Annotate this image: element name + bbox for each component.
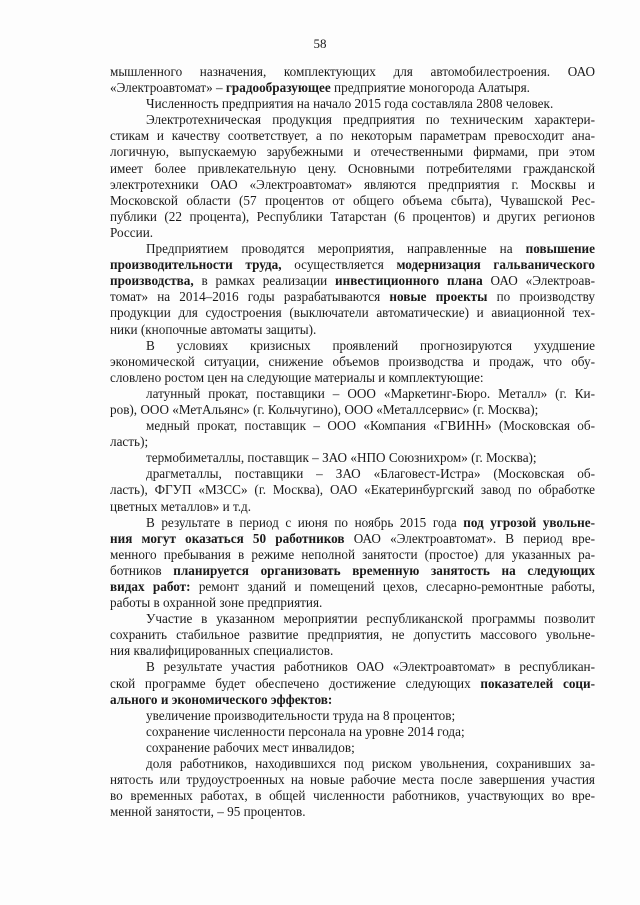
text: термобиметаллы, поставщик – ЗАО «НПО Союзнихром» (г. Москва); [146, 450, 537, 466]
text-line [110, 338, 595, 354]
text: продукции для судостроения (выключатели автоматические) и авиационной тех- [110, 305, 595, 321]
text: «Электроавтомат» – [110, 80, 226, 96]
text-line [110, 128, 595, 144]
text: электротехники ОАО «Электроавтомат» являются предприятия г. Москвы и [110, 176, 595, 192]
text-line [110, 193, 595, 209]
bold-text: ального и экономического эффектов: [110, 691, 333, 707]
bold-text: инвестиционного плана [335, 273, 483, 289]
text: работы в охранной зоне предприятия. [110, 595, 323, 611]
text-line [110, 434, 595, 450]
text: Участие в указанном мероприятии республиканской программы позволит [146, 611, 595, 627]
text-line [110, 676, 595, 692]
text-line [110, 788, 595, 804]
bold-text: производства, [110, 273, 194, 289]
text-line [110, 579, 595, 595]
text: Предприятием проводятся мероприятия, направленные на [146, 241, 526, 257]
text: цветных металлов» и т.д. [110, 498, 252, 514]
bold-text: под угрозой увольне- [463, 514, 595, 530]
text-line [110, 627, 595, 643]
text: имеет более привлекательную цену. Основными потребителями гражданской [110, 160, 595, 176]
text: предприятие моногорода Алатыря. [330, 80, 530, 96]
text-line [110, 547, 595, 563]
text: по производству [487, 289, 595, 305]
text: мышленного назначения, комплектующих для автомобилестроения. ОАО [110, 64, 595, 79]
text: ники (кнопочные автоматы защиты). [110, 321, 317, 337]
text-line [110, 241, 595, 257]
text-line [110, 289, 595, 305]
text-line [110, 772, 595, 788]
text: ров), ООО «МетАльянс» (г. Кольчугино), ООО «Металлсервис» (г. Москва); [110, 401, 539, 417]
text-line [110, 611, 595, 627]
bold-text: модернизация гальванического [396, 257, 595, 273]
text: ласть), ФГУП «МЗСС» (г. Москва), ОАО «Екатеринбургский завод по обработке [110, 482, 595, 498]
text: словлено ростом цен на следующие материалы и комплектующие: [110, 369, 484, 385]
text: ния квалифицированных специалистов. [110, 643, 334, 659]
text: России. [110, 224, 154, 240]
text: В результате в период с июня по ноябрь 2015 года [146, 514, 464, 530]
text-line [110, 144, 595, 160]
text-line [110, 466, 595, 482]
text-line [110, 402, 595, 418]
text-line [110, 595, 595, 611]
text: осуществляется [281, 257, 397, 273]
text-line [110, 724, 595, 740]
text-line [110, 112, 595, 128]
text: нятость или трудоустроенных на новые рабочие места после завершения участия [110, 772, 595, 788]
text: медный прокат, поставщик – ООО «Компания «ГВИНН» (Московская об- [146, 418, 595, 434]
text-line [110, 370, 595, 386]
text-line [110, 273, 595, 289]
text: Электротехническая продукция предприятия по техническим характери- [146, 112, 595, 128]
text-line [110, 80, 595, 96]
bold-text: планируется организовать временную занятость на следующих [173, 562, 595, 578]
text-line [110, 96, 595, 112]
text-line [110, 225, 595, 241]
bold-text: повышение [525, 241, 595, 257]
text: во временных работах, в общей численности работников, участвующих во вре- [110, 788, 595, 804]
text-line [110, 64, 595, 80]
text-line [110, 482, 595, 498]
bold-text: видах работ: [110, 579, 191, 594]
text: экономической ситуации, снижение объемов производства и продаж, что обу- [110, 353, 595, 369]
text-line [110, 740, 595, 756]
text: латунный прокат, поставщики – ООО «Маркетинг-Бюро. Металл» (г. Ки- [146, 385, 595, 401]
text: сохранение численности персонала на уровне 2014 года; [146, 723, 465, 739]
text: ремонт зданий и помещений цехов, слесарно-ремонтные работы, [190, 579, 595, 594]
text-line [110, 515, 595, 531]
text-line [110, 692, 595, 708]
body-text [110, 64, 595, 820]
text-line [110, 450, 595, 466]
text: ботников [110, 562, 174, 578]
page-number: 58 [313, 36, 327, 51]
bold-text: показателей соци- [480, 675, 596, 691]
text: ской программе будет обеспечено достижение следующих [110, 675, 481, 691]
text: Московской области (57 процентов от общего объема сбыта), Чувашской Рес- [110, 192, 595, 208]
text: ОАО «Электроавтомат». В период вре- [344, 530, 596, 546]
text-line [110, 177, 595, 193]
text: публики (22 процента), Республики Татарстан (6 процентов) и других регионов [110, 208, 595, 224]
text-line [110, 499, 595, 515]
text-line [110, 161, 595, 177]
text-line [110, 386, 595, 402]
text: увеличение производительности труда на 8 процентов; [146, 707, 456, 723]
text: драгметаллы, поставщики – ЗАО «Благовест-Истра» (Московская об- [146, 466, 595, 482]
text-line [110, 322, 595, 338]
text: сохранить стабильное развитие предприятия, не допустить массового увольне- [110, 627, 595, 643]
text-line [110, 305, 595, 321]
text: В условиях кризисных проявлений прогнозируются ухудшение [146, 337, 595, 353]
text: В результате участия работников ОАО «Электроавтомат» в республикан- [146, 659, 595, 675]
text-line [110, 209, 595, 225]
text: Численность предприятия на начало 2015 года составляла 2808 человек. [146, 96, 554, 112]
text-line [110, 756, 595, 772]
text-line [110, 804, 595, 820]
text-line [110, 531, 595, 547]
text-line [110, 643, 595, 659]
text-line [110, 659, 595, 675]
text: менного пребывания в режиме неполной занятости (простое) для указанных ра- [110, 546, 595, 562]
text: сохранение рабочих мест инвалидов; [146, 739, 355, 755]
text: стикам и качеству соответствует, а по некоторым параметрам превосходит ана- [110, 128, 595, 144]
text-line [110, 354, 595, 370]
text: менной занятости, – 95 процентов. [110, 804, 306, 820]
text-line [110, 418, 595, 434]
bold-text: производительности труда, [110, 257, 282, 273]
text: логичную, выпускаемую зарубежными и отечественными фирмами, при этом [110, 144, 595, 160]
text: томат» на 2014–2016 годы разрабатываются [110, 289, 390, 305]
text: в рамках реализации [193, 273, 336, 289]
text-line [110, 563, 595, 579]
text: доля работников, находившихся под риском увольнения, сохранивших за- [146, 756, 595, 772]
text: ОАО «Электроав- [482, 273, 595, 289]
text-line [110, 708, 595, 724]
text: ласть); [110, 434, 149, 450]
text-line [110, 257, 595, 273]
bold-text: ния могут оказаться 50 работников [110, 530, 345, 546]
bold-text: градообразующее [225, 80, 331, 96]
bold-text: новые проекты [389, 289, 488, 305]
